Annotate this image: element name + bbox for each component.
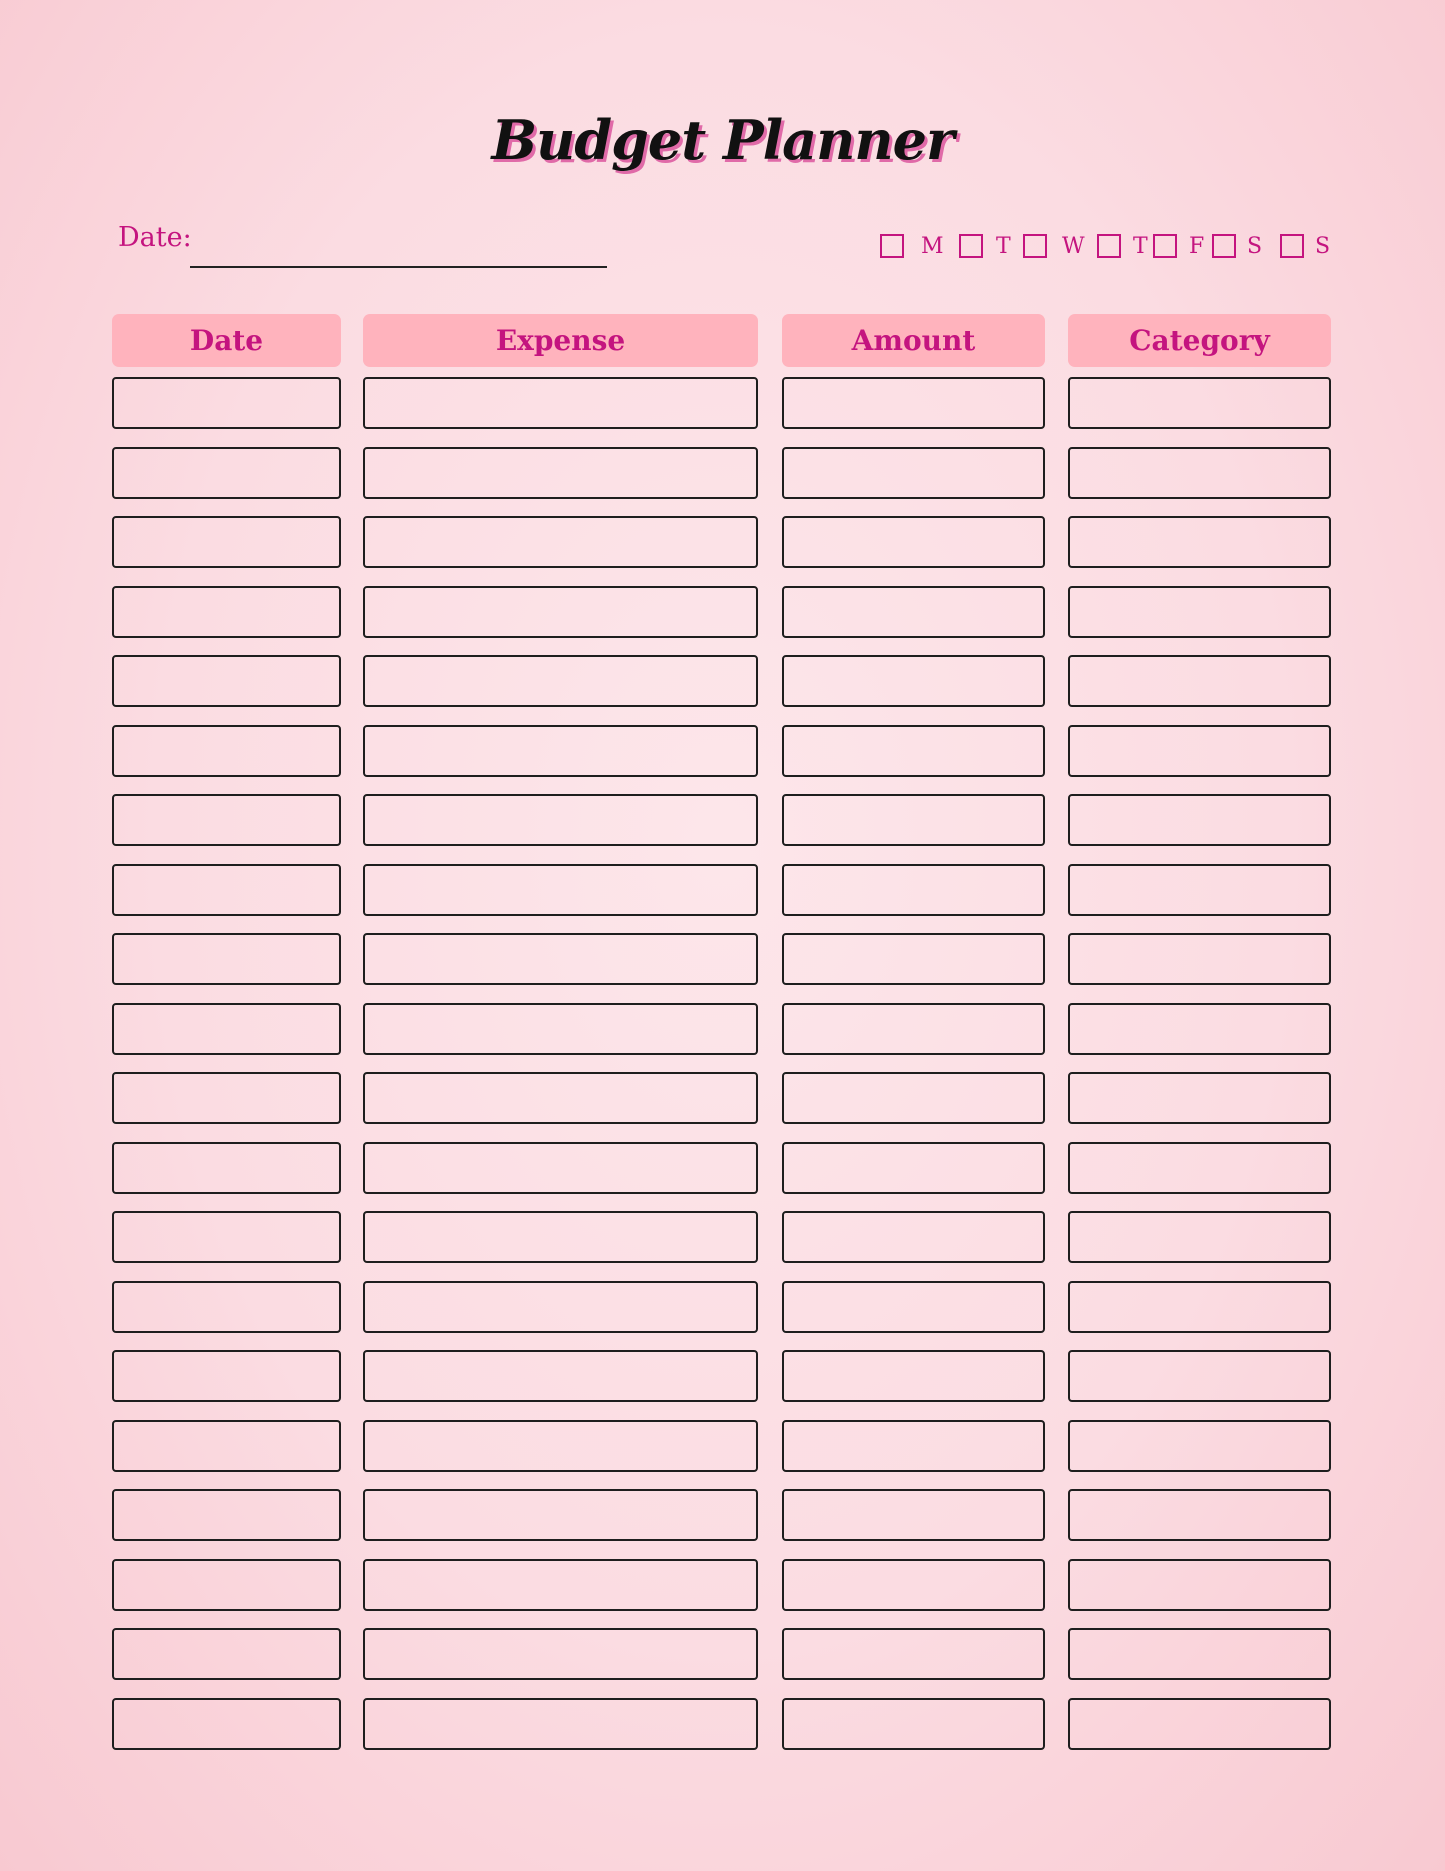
cell-amount-1[interactable]	[782, 377, 1045, 429]
cell-date-7[interactable]	[112, 794, 341, 846]
cell-expense-7[interactable]	[363, 794, 758, 846]
column-header-amount: Amount	[782, 314, 1045, 367]
cell-amount-5[interactable]	[782, 655, 1045, 707]
cell-expense-1[interactable]	[363, 377, 758, 429]
cell-category-13[interactable]	[1068, 1211, 1331, 1263]
cell-date-14[interactable]	[112, 1281, 341, 1333]
cell-expense-15[interactable]	[363, 1350, 758, 1402]
cell-amount-17[interactable]	[782, 1489, 1045, 1541]
weekday-checkbox-1[interactable]	[959, 234, 983, 258]
cell-amount-20[interactable]	[782, 1698, 1045, 1750]
cell-expense-8[interactable]	[363, 864, 758, 916]
cell-amount-3[interactable]	[782, 516, 1045, 568]
cell-amount-12[interactable]	[782, 1142, 1045, 1194]
weekday-label: T	[1133, 234, 1148, 259]
cell-category-2[interactable]	[1068, 447, 1331, 499]
column-header-category: Category	[1068, 314, 1331, 367]
weekday-label: S	[1315, 234, 1331, 259]
cell-amount-19[interactable]	[782, 1628, 1045, 1680]
cell-category-19[interactable]	[1068, 1628, 1331, 1680]
cell-category-14[interactable]	[1068, 1281, 1331, 1333]
cell-amount-9[interactable]	[782, 933, 1045, 985]
cell-date-9[interactable]	[112, 933, 341, 985]
cell-category-16[interactable]	[1068, 1420, 1331, 1472]
cell-expense-20[interactable]	[363, 1698, 758, 1750]
cell-expense-5[interactable]	[363, 655, 758, 707]
weekday-label: F	[1189, 234, 1205, 259]
weekday-checkbox-0[interactable]	[880, 234, 904, 258]
cell-expense-19[interactable]	[363, 1628, 758, 1680]
cell-expense-10[interactable]	[363, 1003, 758, 1055]
cell-amount-13[interactable]	[782, 1211, 1045, 1263]
cell-category-12[interactable]	[1068, 1142, 1331, 1194]
cell-date-15[interactable]	[112, 1350, 341, 1402]
cell-category-18[interactable]	[1068, 1559, 1331, 1611]
cell-category-1[interactable]	[1068, 377, 1331, 429]
cell-date-2[interactable]	[112, 447, 341, 499]
cell-amount-15[interactable]	[782, 1350, 1045, 1402]
weekday-label: T	[996, 234, 1011, 259]
cell-category-10[interactable]	[1068, 1003, 1331, 1055]
cell-date-1[interactable]	[112, 377, 341, 429]
cell-category-7[interactable]	[1068, 794, 1331, 846]
cell-expense-18[interactable]	[363, 1559, 758, 1611]
weekday-checkbox-2[interactable]	[1023, 234, 1047, 258]
cell-category-17[interactable]	[1068, 1489, 1331, 1541]
cell-expense-13[interactable]	[363, 1211, 758, 1263]
cell-amount-6[interactable]	[782, 725, 1045, 777]
cell-date-17[interactable]	[112, 1489, 341, 1541]
cell-category-15[interactable]	[1068, 1350, 1331, 1402]
cell-amount-16[interactable]	[782, 1420, 1045, 1472]
cell-amount-18[interactable]	[782, 1559, 1045, 1611]
cell-category-11[interactable]	[1068, 1072, 1331, 1124]
cell-date-10[interactable]	[112, 1003, 341, 1055]
cell-expense-4[interactable]	[363, 586, 758, 638]
cell-date-20[interactable]	[112, 1698, 341, 1750]
cell-category-8[interactable]	[1068, 864, 1331, 916]
weekday-checkbox-6[interactable]	[1280, 234, 1304, 258]
cell-expense-9[interactable]	[363, 933, 758, 985]
cell-date-12[interactable]	[112, 1142, 341, 1194]
cell-date-19[interactable]	[112, 1628, 341, 1680]
column-header-date: Date	[112, 314, 341, 367]
cell-category-3[interactable]	[1068, 516, 1331, 568]
weekday-label: S	[1247, 234, 1263, 259]
cell-date-13[interactable]	[112, 1211, 341, 1263]
cell-date-3[interactable]	[112, 516, 341, 568]
cell-amount-7[interactable]	[782, 794, 1045, 846]
cell-category-4[interactable]	[1068, 586, 1331, 638]
cell-expense-16[interactable]	[363, 1420, 758, 1472]
cell-amount-10[interactable]	[782, 1003, 1045, 1055]
cell-date-18[interactable]	[112, 1559, 341, 1611]
cell-expense-17[interactable]	[363, 1489, 758, 1541]
weekday-checkbox-4[interactable]	[1153, 234, 1177, 258]
cell-expense-2[interactable]	[363, 447, 758, 499]
weekday-label: W	[1062, 234, 1085, 259]
weekday-label: M	[921, 234, 944, 259]
cell-date-5[interactable]	[112, 655, 341, 707]
cell-category-5[interactable]	[1068, 655, 1331, 707]
cell-date-11[interactable]	[112, 1072, 341, 1124]
weekday-checkbox-5[interactable]	[1212, 234, 1236, 258]
cell-amount-8[interactable]	[782, 864, 1045, 916]
cell-amount-4[interactable]	[782, 586, 1045, 638]
weekday-checkbox-3[interactable]	[1097, 234, 1121, 258]
column-header-expense: Expense	[363, 314, 758, 367]
cell-expense-6[interactable]	[363, 725, 758, 777]
cell-category-9[interactable]	[1068, 933, 1331, 985]
cell-date-8[interactable]	[112, 864, 341, 916]
cell-date-4[interactable]	[112, 586, 341, 638]
cell-date-16[interactable]	[112, 1420, 341, 1472]
cell-category-6[interactable]	[1068, 725, 1331, 777]
cell-expense-3[interactable]	[363, 516, 758, 568]
cell-amount-14[interactable]	[782, 1281, 1045, 1333]
cell-expense-11[interactable]	[363, 1072, 758, 1124]
cell-category-20[interactable]	[1068, 1698, 1331, 1750]
page-title: Budget Planner	[491, 108, 954, 172]
cell-date-6[interactable]	[112, 725, 341, 777]
cell-expense-14[interactable]	[363, 1281, 758, 1333]
cell-amount-11[interactable]	[782, 1072, 1045, 1124]
date-label: Date:	[118, 222, 192, 253]
cell-amount-2[interactable]	[782, 447, 1045, 499]
cell-expense-12[interactable]	[363, 1142, 758, 1194]
date-field-line[interactable]	[190, 266, 607, 268]
